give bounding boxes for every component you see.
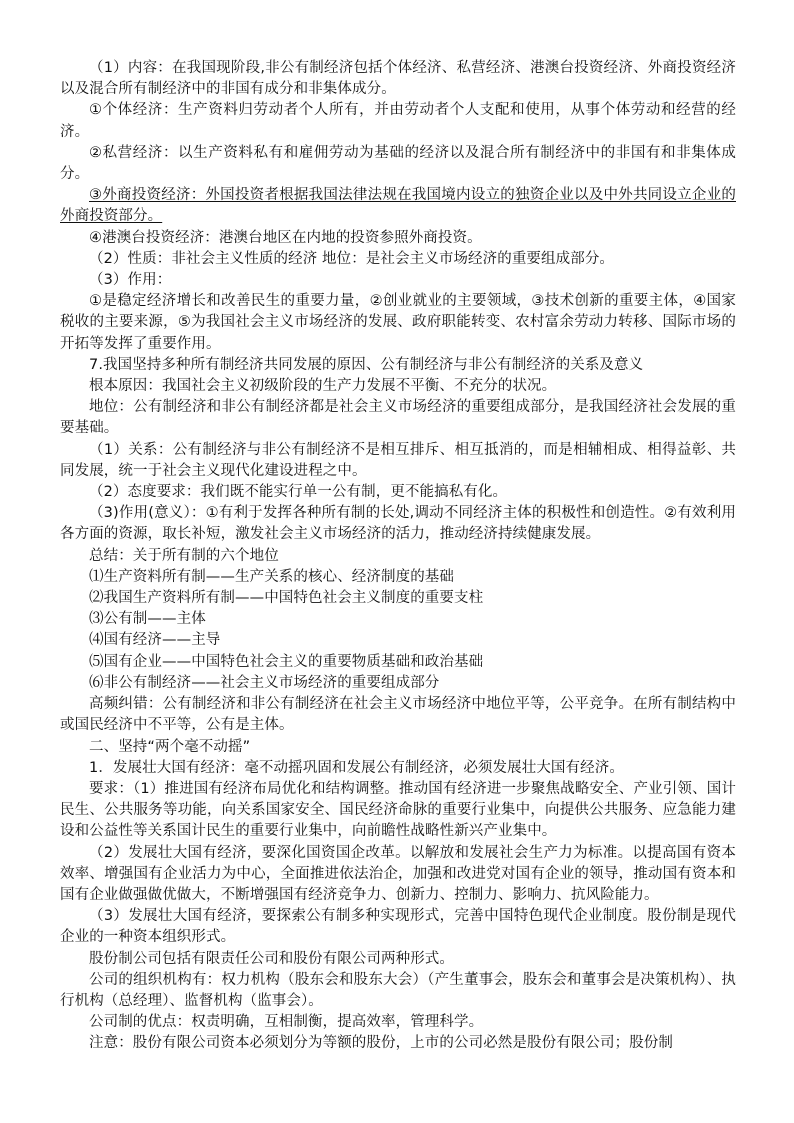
paragraph-foreign-investment: ③外商投资经济：外国投资者根据我国法律法规在我国境内设立的独资企业以及中外共同设立企业的外商投资部分。 — [60, 187, 736, 225]
paragraph-develop-state-economy: 1．发展壮大国有经济：毫不动摇巩固和发展公有制经济，必须发展壮大国有经济。 — [89, 759, 624, 776]
summary-item-4: ⑷国有经济——主导 — [89, 632, 221, 649]
paragraph-summary-heading: 总结：关于所有制的六个地位 — [89, 547, 279, 564]
paragraph-relationship: （1）关系：公有制经济与非公有制经济不是相互排斥、相互抵消的，而是相辅相成、相得益彰、共同发展，统一于社会主义现代化建设进程之中。 — [60, 441, 736, 479]
paragraph-requirement-2: （2）发展壮大国有经济，要深化国资国企改革。以解放和发展社会生产力为标准。以提高国有资本效率、增强国有企业活力为中心，全面推进依法治企，加强和改进党对国有企业的领导，推动国有资本和国有企业做强做优做大，不断增强国有经济竞争力、创新力、控制力、影响力、抗风险能力。 — [60, 844, 736, 903]
summary-item-1: ⑴生产资料所有制——生产关系的核心、经济制度的基础 — [89, 568, 454, 585]
summary-item-3: ⑶公有制——主体 — [89, 611, 206, 628]
paragraph-status: 地位：公有制经济和非公有制经济都是社会主义市场经济的重要组成部分，是我国经济社会发展的重要基础。 — [60, 399, 736, 437]
paragraph-note: 注意：股份有限公司资本必须划分为等额的股份，上市的公司必然是股份有限公司；股份制 — [89, 1035, 673, 1052]
paragraph-requirement-1: 要求：（1）推进国有经济布局优化和结构调整。推动国有经济进一步聚焦战略安全、产业引领、国计民生、公共服务等功能，向关系国家安全、国民经济命脉的重要行业集中，向提供公共服务、应急能力建设和公益性等关系国计民生的重要行业集中，向前瞻性战略性新兴产业集中。 — [60, 780, 736, 840]
summary-item-2: ⑵我国生产资料所有制——中国特色社会主义制度的重要支柱 — [89, 590, 484, 607]
paragraph-error-correction: 高频纠错：公有制经济和非公有制经济在社会主义市场经济中地位平等，公平竞争。在所有制结构中或国民经济中不平等，公有是主体。 — [60, 696, 736, 734]
paragraph-role-list: ①是稳定经济增长和改善民生的重要力量，②创业就业的主要领域，③技术创新的重要主体，④国家税收的主要来源，⑤为我国社会主义市场经济的发展、政府职能转变、农村富余劳动力转移、国际市场的开拓等发挥了重要作用。 — [60, 293, 736, 352]
paragraph-company-advantages: 公司制的优点：权责明确，互相制衡，提高效率，管理科学。 — [89, 1014, 484, 1031]
paragraph-role-heading: （3）作用： — [89, 272, 172, 289]
document-page — [60, 58, 736, 1055]
summary-item-5: ⑸国有企业——中国特色社会主义的重要物质基础和政治基础 — [89, 653, 484, 670]
paragraph-private-economy: ②私营经济：以生产资料私有和雇佣劳动为基础的经济以及混合所有制经济中的非国有和非集体成分。 — [60, 144, 736, 183]
section-heading-7: 7.我国坚持多种所有制经济共同发展的原因、公有制经济与非公有制经济的关系及意义 — [89, 356, 644, 373]
section-heading-two: 二、坚持“两个毫不动摇” — [89, 738, 251, 755]
paragraph-company-forms: 股份制公司包括有限责任公司和股份有限公司两种形式。 — [89, 950, 454, 967]
paragraph-significance: （3)作用(意义）：①有利于发挥各种所有制的长处,调动不同经济主体的积极性和创造性。②有效利用各方面的资源，取长补短，激发社会主义市场经济的活力，推动经济持续健康发展。 — [60, 505, 736, 543]
paragraph-requirement-3: （3）发展壮大国有经济，要探索公有制多种实现形式，完善中国特色现代企业制度。股份制是现代企业的一种资本组织形式。 — [60, 908, 736, 946]
paragraph-company-organization: 公司的组织机构有：权力机构（股东会和股东大会）（产生董事会，股东会和董事会是决策机构）、执行机构（总经理）、监督机构（监事会）。 — [60, 971, 736, 1009]
paragraph-individual-economy: ①个体经济：生产资料归劳动者个人所有，并由劳动者个人支配和使用，从事个体劳动和经营的经济。 — [60, 102, 736, 140]
paragraph-attitude: （2）态度要求：我们既不能实行单一公有制，更不能搞私有化。 — [89, 484, 508, 501]
paragraph-root-cause: 根本原因：我国社会主义初级阶段的生产力发展不平衡、不充分的状况。 — [89, 378, 557, 395]
summary-item-6: ⑹非公有制经济——社会主义市场经济的重要组成部分 — [89, 674, 440, 691]
paragraph-nature-status: （2）性质：非社会主义性质的经济 地位：是社会主义市场经济的重要组成部分。 — [89, 250, 615, 267]
paragraph-hk-macao-taiwan: ④港澳台投资经济：港澳台地区在内地的投资参照外商投资。 — [89, 229, 482, 246]
paragraph-content-definition: （1）内容：在我国现阶段,非公有制经济包括个体经济、私营经济、港澳台投资经济、外商投资经济以及混合所有制经济中的非国有成分和非集体成分。 — [60, 60, 736, 98]
